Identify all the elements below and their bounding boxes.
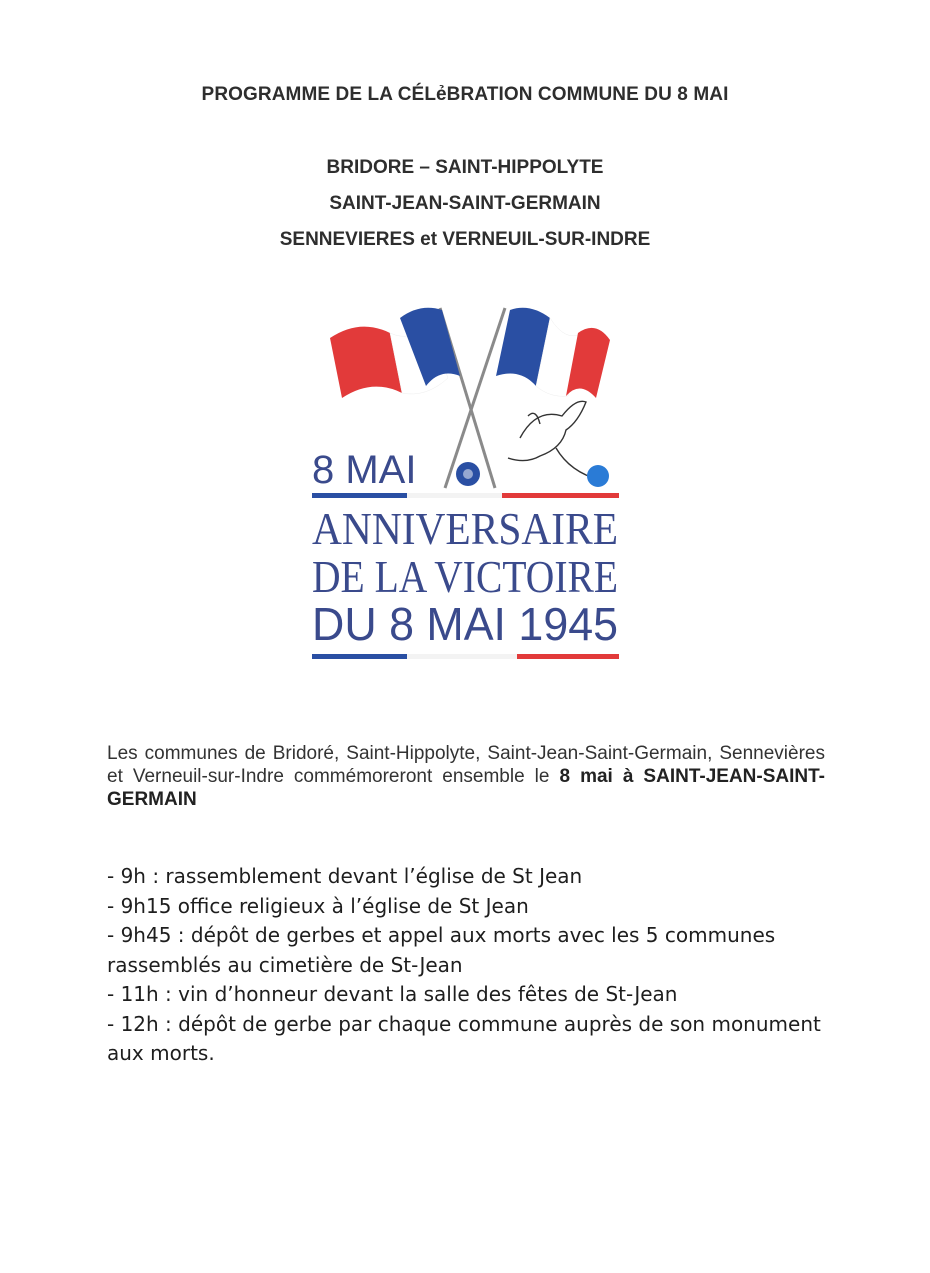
- schedule-item: - 9h : rassemblement devant l’église de St Jean: [107, 864, 583, 888]
- schedule-item: - 12h : dépôt de gerbe par chaque commune auprès de son monument aux morts.: [107, 1011, 821, 1065]
- communes-heading: [0, 155, 930, 263]
- page-title: PROGRAMME DE LA CÉLẻBRATION COMMUNE DU 8 MAI: [201, 84, 729, 105]
- tricolour-bar-bottom: [312, 654, 619, 659]
- schedule-item: - 11h : vin d’honneur devant la salle des fêtes de St-Jean: [107, 982, 678, 1006]
- flag-left-icon: [330, 308, 460, 398]
- victory-emblem: [300, 298, 630, 670]
- emblem-line2: DE LA VICTOIRE: [312, 551, 618, 602]
- schedule-item: - 9h15 office religieux à l’église de St Jean: [107, 893, 529, 918]
- communes-line: SENNEVIERES et VERNEUIL-SUR-INDRE: [279, 229, 651, 250]
- flag-pole-right: [445, 308, 505, 488]
- schedule-item: - 9h45 : dépôt de gerbes et appel aux morts avec les 5 communes rassemblés au cimetière de St-Jean: [107, 923, 776, 977]
- tricolour-bar-top: [312, 493, 619, 498]
- emblem-date: 8 MAI: [312, 448, 417, 492]
- dove-icon: [508, 401, 600, 480]
- schedule-list: [107, 862, 827, 1069]
- emblem-line1: ANNIVERSAIRE: [312, 503, 618, 554]
- emblem-line3: DU 8 MAI 1945: [312, 598, 618, 650]
- communes-line: SAINT-JEAN-SAINT-GERMAIN: [329, 193, 601, 214]
- communes-line: BRIDORE – SAINT-HIPPOLYTE: [326, 157, 604, 178]
- flag-right-icon: [496, 308, 610, 398]
- intro-text: Les communes de Bridoré, Saint-Hippolyte, Saint-Jean-Saint-Germain, Sennevières et Verneuil-sur-Indre commémoreront ensemble le: [107, 743, 825, 787]
- intro-bold: 8 mai à SAINT-JEAN-SAINT-GERMAIN: [107, 766, 825, 810]
- intro-paragraph: [107, 742, 825, 811]
